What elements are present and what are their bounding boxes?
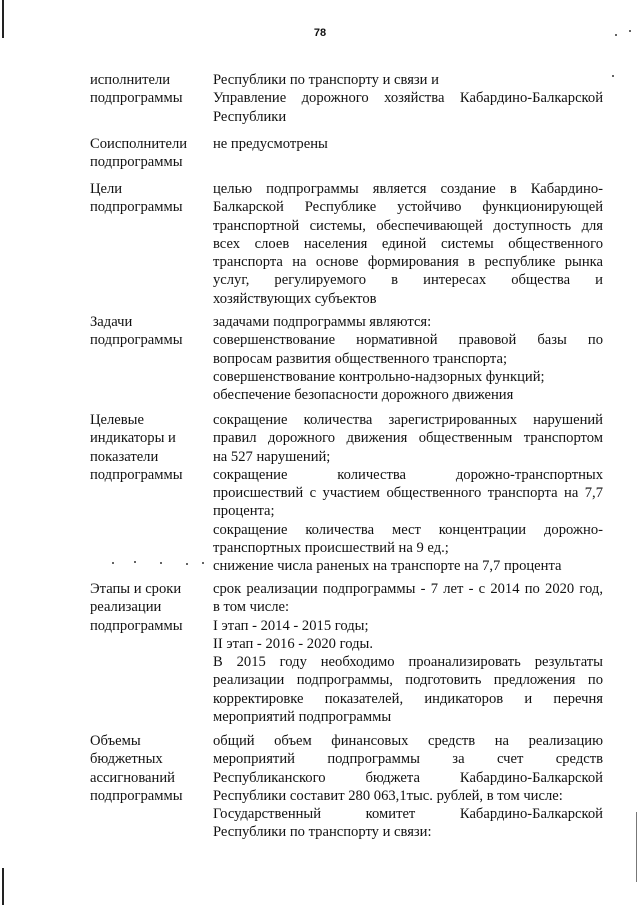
label-line: Целевые [90, 412, 144, 428]
content-line: совершенствование контрольно-надзорных функций; [213, 368, 545, 385]
page-number: 78 [313, 27, 327, 39]
content-line: совершенствование нормативной правовой базы по [213, 332, 603, 349]
label-line: бюджетных [90, 751, 163, 768]
content-line: В 2015 году необходимо проанализировать результаты [213, 654, 603, 671]
row-content [213, 180, 603, 308]
content-line: Республики [213, 108, 287, 125]
content-line: сокращение количества дорожно-транспортных [213, 466, 603, 483]
label-line: Объемы [90, 733, 141, 749]
left-edge-mark-bottom [2, 868, 4, 905]
row-label [90, 180, 205, 217]
label-line: Задачи [90, 314, 133, 330]
label-line: подпрограммы [90, 787, 183, 804]
scan-dot [186, 563, 188, 565]
content-line: мероприятий подпрограммы за счет средств [213, 751, 603, 768]
content-line: на 527 нарушений; [213, 448, 331, 465]
content-line: не предусмотрены [213, 136, 328, 152]
scan-dot [629, 30, 631, 32]
row-label [90, 580, 205, 635]
content-line: общий объем финансовых средств на реализацию [213, 733, 603, 749]
content-line: Республики по транспорту и связи и [213, 72, 439, 88]
content-line: корректировке показателей, индикаторов и перечня [213, 690, 603, 707]
content-line: происшествий с участием общественного транспорта на 7,7 [213, 485, 603, 502]
content-line: в том числе: [213, 599, 290, 616]
label-line: подпрограммы [90, 199, 183, 216]
row-content [213, 411, 603, 576]
row-label [90, 732, 205, 805]
label-line: подпрограммы [90, 90, 183, 107]
content-line: транспортной системы, обеспечивающей доступность для [213, 217, 603, 234]
content-line: транспорта на основе формирования в республике рынка [213, 254, 603, 271]
row-content [213, 313, 603, 404]
content-line: правил дорожного движения общественным транспортом [213, 430, 603, 447]
content-line: обеспечение безопасности дорожного движения [213, 387, 514, 404]
content-line: II этап - 2016 - 2020 годы. [213, 635, 373, 652]
content-line: целью подпрограммы является создание в Кабардино- [213, 181, 603, 197]
label-line: Соисполнители [90, 136, 188, 152]
scan-dot [160, 562, 162, 564]
content-line: задачами подпрограммы являются: [213, 314, 432, 330]
label-line: реализации [90, 599, 162, 616]
content-line: Республики по транспорту и связи: [213, 824, 432, 841]
row-label [90, 71, 205, 108]
scan-dot [202, 562, 204, 564]
content-line: процента; [213, 503, 275, 520]
row-content [213, 580, 603, 726]
label-line: индикаторы и [90, 430, 176, 447]
label-line: подпрограммы [90, 466, 183, 483]
row-label [90, 313, 205, 350]
label-line: подпрограммы [90, 617, 183, 634]
label-line: подпрограммы [90, 332, 183, 349]
row-label [90, 411, 205, 484]
scan-dot [112, 562, 114, 564]
content-line: услуг, регулируемого в интересах общества и [213, 272, 603, 289]
content-line: Государственный комитет Кабардино-Балкарской [213, 806, 603, 823]
content-line: Республики составит 280 063,1тыс. рублей, в том числе: [213, 787, 563, 804]
scan-dot [615, 34, 617, 36]
content-line: Республиканского бюджета Кабардино-Балкарской [213, 769, 603, 786]
scan-dot [612, 75, 614, 77]
content-line: сокращение количества зарегистрированных нарушений [213, 412, 603, 428]
content-line: снижение числа раненых на транспорте на 7,7 процента [213, 558, 562, 575]
label-line: показатели [90, 448, 159, 465]
right-edge-mark [636, 812, 637, 882]
row-label [90, 135, 205, 172]
content-line: реализации подпрограммы, подготовить предложения по [213, 672, 603, 689]
scan-dot [134, 561, 136, 563]
content-line: транспортных происшествий на 9 ед.; [213, 540, 449, 557]
content-line: мероприятий подпрограммы [213, 709, 392, 726]
row-content [213, 732, 603, 842]
label-line: ассигнований [90, 769, 175, 786]
content-line: всех слоев населения единой системы общественного [213, 235, 603, 252]
label-line: Цели [90, 181, 123, 197]
content-line: срок реализации подпрограммы - 7 лет - с 2014 по 2020 год, [213, 581, 603, 597]
content-line: Балкарской Республике устойчиво функционирующей [213, 199, 603, 216]
label-line: Этапы и сроки [90, 581, 182, 597]
content-line: вопросам развития общественного транспорта; [213, 350, 507, 367]
label-line: подпрограммы [90, 154, 183, 171]
content-line: I этап - 2014 - 2015 годы; [213, 617, 369, 634]
row-content [213, 71, 603, 126]
label-line: исполнители [90, 72, 171, 88]
left-edge-mark-top [2, 0, 4, 38]
content-line: сокращение количества мест концентрации дорожно- [213, 521, 603, 538]
row-content [213, 135, 603, 153]
content-line: хозяйствующих субъектов [213, 290, 377, 307]
content-line: Управление дорожного хозяйства Кабардино-Балкарской [213, 90, 603, 107]
